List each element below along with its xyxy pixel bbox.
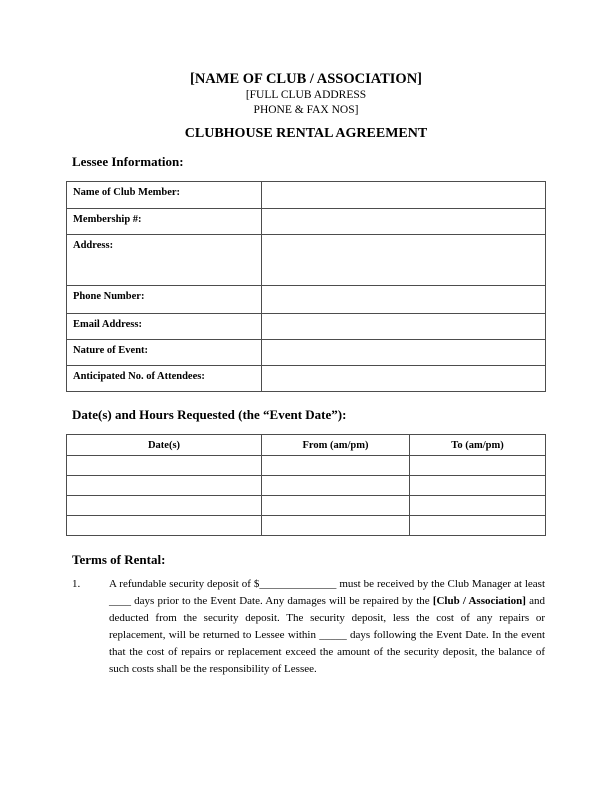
row-label-membership-number: Membership #: xyxy=(67,209,262,235)
row-label-nature-of-event: Nature of Event: xyxy=(67,340,262,366)
field-from-row4[interactable] xyxy=(262,516,410,536)
term-item-number: 1. xyxy=(72,578,81,590)
term-item-1 xyxy=(72,576,545,678)
table-row xyxy=(67,314,546,340)
club-name-title: [NAME OF CLUB / ASSOCIATION] xyxy=(189,71,423,87)
field-membership-number[interactable] xyxy=(262,209,546,235)
field-name-of-club-member[interactable] xyxy=(262,182,546,209)
field-anticipated-attendees[interactable] xyxy=(262,366,546,392)
field-email-address[interactable] xyxy=(262,314,546,340)
field-date-row2[interactable] xyxy=(67,476,262,496)
row-label-email-address: Email Address: xyxy=(67,314,262,340)
field-to-row1[interactable] xyxy=(410,456,546,476)
row-label-phone-number: Phone Number: xyxy=(67,286,262,314)
document-title: CLUBHOUSE RENTAL AGREEMENT xyxy=(184,126,428,141)
field-date-row4[interactable] xyxy=(67,516,262,536)
terms-section-heading: Terms of Rental: xyxy=(72,552,166,567)
table-row xyxy=(67,340,546,366)
lessee-info-table xyxy=(66,181,546,392)
field-from-row2[interactable] xyxy=(262,476,410,496)
dates-hours-table xyxy=(66,434,546,536)
lessee-section-heading: Lessee Information: xyxy=(72,154,184,169)
table-header-row xyxy=(67,435,546,456)
term-item-text: A refundable security deposit of $______________ must be received by the Club Manager at least ____ days prior to the Event Date. Any damages will be repaired by the [Club / Association] and deducted from the security deposit. The security deposit, less the cost of any repairs or replacement, will be returned to Lessee within _____ days following the Event Date. In the event that the cost of repairs or replacement exceed the amount of the security deposit, the balance of such costs shall be the responsibility of Lessee. xyxy=(109,578,545,675)
field-nature-of-event[interactable] xyxy=(262,340,546,366)
table-row xyxy=(67,286,546,314)
table-row xyxy=(67,496,546,516)
dates-section-heading: Date(s) and Hours Requested (the “Event Date”): xyxy=(72,407,347,422)
table-row xyxy=(67,366,546,392)
field-address[interactable] xyxy=(262,235,546,286)
field-date-row1[interactable] xyxy=(67,456,262,476)
table-row xyxy=(67,456,546,476)
table-row xyxy=(67,209,546,235)
row-label-name-of-club-member: Name of Club Member: xyxy=(67,182,262,209)
row-label-address: Address: xyxy=(67,235,262,286)
field-from-row1[interactable] xyxy=(262,456,410,476)
field-date-row3[interactable] xyxy=(67,496,262,516)
row-label-anticipated-attendees: Anticipated No. of Attendees: xyxy=(67,366,262,392)
club-phone-fax-line: PHONE & FAX NOS] xyxy=(253,103,359,116)
field-to-row4[interactable] xyxy=(410,516,546,536)
table-row xyxy=(67,516,546,536)
table-row xyxy=(67,182,546,209)
field-phone-number[interactable] xyxy=(262,286,546,314)
field-to-row3[interactable] xyxy=(410,496,546,516)
field-from-row3[interactable] xyxy=(262,496,410,516)
column-header-to: To (am/pm) xyxy=(410,435,546,456)
column-header-from: From (am/pm) xyxy=(262,435,410,456)
field-to-row2[interactable] xyxy=(410,476,546,496)
column-header-dates: Date(s) xyxy=(67,435,262,456)
table-row xyxy=(67,235,546,286)
table-row xyxy=(67,476,546,496)
document-header xyxy=(0,71,612,142)
club-address-line: [FULL CLUB ADDRESS xyxy=(245,89,367,101)
